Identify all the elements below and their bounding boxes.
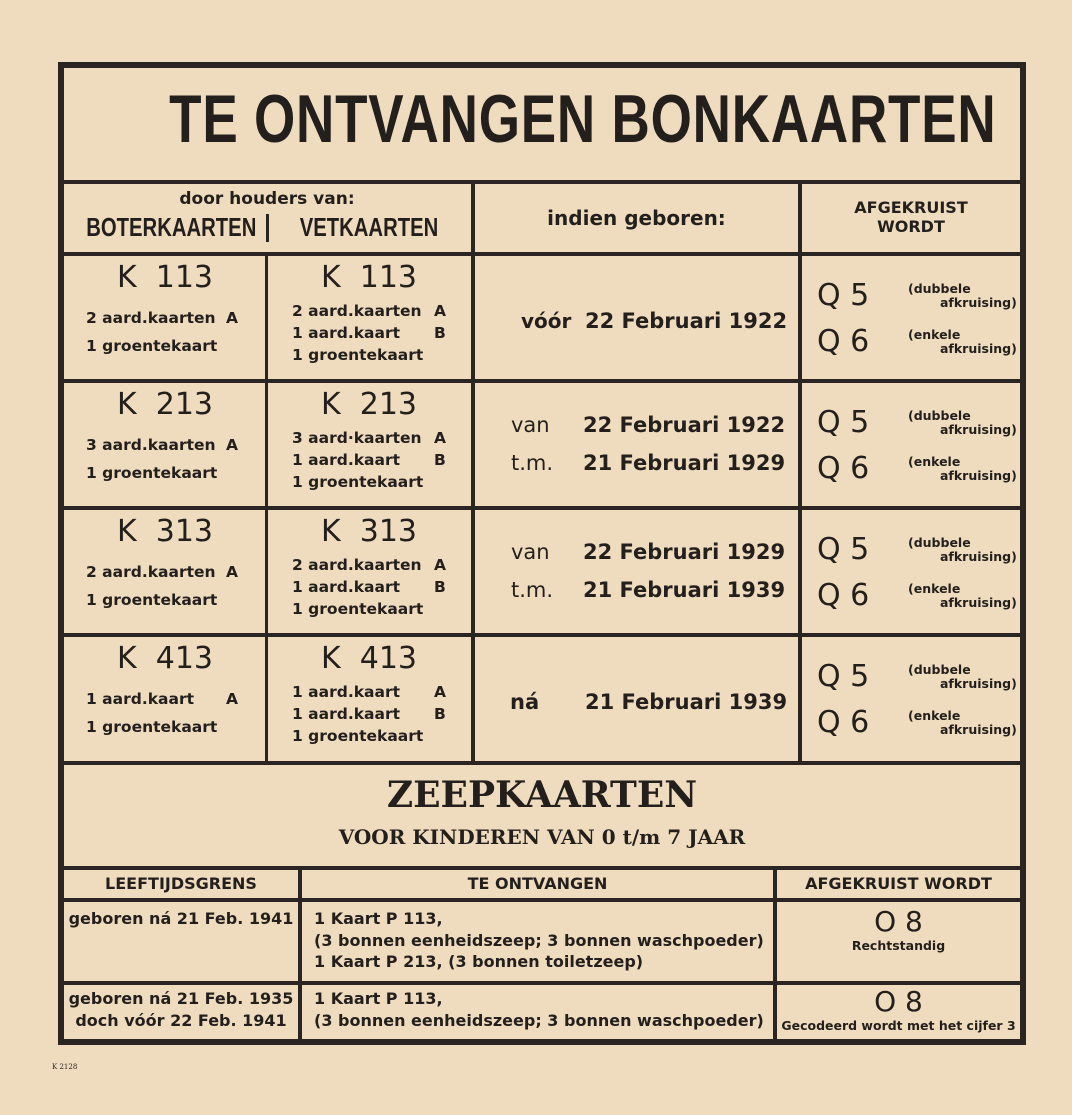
zeep-header-leeftijd xyxy=(64,874,298,893)
boter-line: 2 aard.kaarten xyxy=(86,309,216,327)
boter-line: 1 aard.kaart xyxy=(86,690,195,708)
born-date: 21 Februari 1939 xyxy=(585,690,788,714)
vet-letter: A xyxy=(434,302,446,320)
rule-title xyxy=(58,180,1026,184)
vet-code: K 313 xyxy=(320,514,417,549)
frame-bottom xyxy=(58,1039,1026,1045)
q-note-2: afkruising) xyxy=(940,595,1017,610)
born-date: 21 Februari 1929 xyxy=(583,451,786,475)
boter-letter: A xyxy=(226,436,238,454)
boterkaarten-text: BOTERKAARTEN xyxy=(86,212,257,242)
q-note-1: (dubbele xyxy=(908,408,971,423)
rule-zeep xyxy=(58,866,1026,870)
q-code: Q 6 xyxy=(817,705,870,740)
zeep-title-box xyxy=(64,774,1020,816)
q-note-2: afkruising) xyxy=(940,422,1017,437)
boter-code: K 113 xyxy=(116,260,213,295)
born-prefix: van xyxy=(511,540,550,564)
q-note-1: (enkele xyxy=(908,708,961,723)
vrule-left-col xyxy=(471,180,475,764)
indien-geboren-text: indien geboren: xyxy=(547,206,726,230)
vet-code: K 213 xyxy=(320,387,417,422)
rule-header xyxy=(58,252,1026,256)
vet-line: 2 aard.kaarten xyxy=(292,556,422,574)
vrule-right-col xyxy=(798,180,802,764)
boter-line: 2 aard.kaarten xyxy=(86,563,216,581)
vet-code: K 113 xyxy=(320,260,417,295)
q-code: Q 5 xyxy=(817,659,870,694)
zeep-title: ZEEPKAARTEN xyxy=(386,774,698,816)
boter-code: K 213 xyxy=(116,387,213,422)
q-note-2: afkruising) xyxy=(940,468,1017,483)
door-houders-text: door houders van: xyxy=(179,189,355,209)
afgekruist-line-2: WORDT xyxy=(877,217,945,236)
zeep-subtitle-box xyxy=(64,825,1020,849)
rule-row4 xyxy=(58,761,1026,765)
boter-code: K 313 xyxy=(116,514,213,549)
boter-line: 1 groentekaart xyxy=(86,591,218,609)
born-date: 21 Februari 1939 xyxy=(583,578,786,602)
zeep-row2-note: Gecodeerd wordt met het cijfer 3 xyxy=(781,1018,1016,1033)
vet-letter: A xyxy=(434,683,446,701)
zeep-header-afgekruist xyxy=(777,874,1020,893)
born-date: 22 Februari 1929 xyxy=(583,540,786,564)
q-code: Q 5 xyxy=(817,532,870,567)
boter-letter: A xyxy=(226,309,238,327)
born-prefix: vóór xyxy=(521,309,572,333)
ontvangen-header-text: TE ONTVANGEN xyxy=(467,874,608,893)
boterkaarten-header xyxy=(64,212,266,243)
q-note-1: (dubbele xyxy=(908,281,971,296)
born-prefix: t.m. xyxy=(511,578,554,602)
zeep-subtitle: VOOR KINDEREN VAN 0 t/m 7 JAAR xyxy=(338,825,746,849)
q-note-2: afkruising) xyxy=(940,676,1017,691)
vet-letter: B xyxy=(434,324,446,342)
q-code: Q 6 xyxy=(817,324,870,359)
q-note-1: (dubbele xyxy=(908,662,971,677)
zeep-header-ontvangen xyxy=(302,874,773,893)
q-code: Q 5 xyxy=(817,278,870,313)
zeep-row1-age-line: geboren ná 21 Feb. 1941 xyxy=(68,909,294,928)
vet-letter: B xyxy=(434,578,446,596)
zeep-row1-receive-line-1: 1 Kaart P 113, xyxy=(314,909,443,928)
zeep-row2-receive-line-1: 1 Kaart P 113, xyxy=(314,989,443,1008)
zeep-row2-code-cell xyxy=(777,986,1020,1033)
vet-letter: A xyxy=(434,556,446,574)
vet-line: 1 aard.kaart xyxy=(292,578,401,596)
title-box xyxy=(64,80,1020,176)
rule-row1 xyxy=(58,379,1026,383)
q-note-2: afkruising) xyxy=(940,722,1017,737)
vet-line: 1 groentekaart xyxy=(292,600,424,618)
q-note-1: (enkele xyxy=(908,454,961,469)
q-note-2: afkruising) xyxy=(940,341,1017,356)
vet-letter: B xyxy=(434,451,446,469)
boter-line: 1 groentekaart xyxy=(86,718,218,736)
vet-line: 1 groentekaart xyxy=(292,727,424,745)
vet-line: 1 groentekaart xyxy=(292,346,424,364)
zeep-row2-receive-line-2: (3 bonnen eenheidszeep; 3 bonnen waschpoeder) xyxy=(314,1010,764,1030)
born-date: 22 Februari 1922 xyxy=(583,413,786,437)
vet-line: 1 aard.kaart xyxy=(292,705,401,723)
vet-line: 1 aard.kaart xyxy=(292,451,401,469)
q-note-1: (enkele xyxy=(908,327,961,342)
born-prefix: van xyxy=(511,413,550,437)
zeep-row1-code: O 8 xyxy=(874,905,923,938)
vet-line: 1 aard.kaart xyxy=(292,683,401,701)
vet-line: 1 aard.kaart xyxy=(292,324,401,342)
leeftijd-header-text: LEEFTIJDSGRENS xyxy=(105,874,257,893)
zeep-row2-code: O 8 xyxy=(874,985,923,1018)
born-date: 22 Februari 1922 xyxy=(585,309,788,333)
born-prefix: ná xyxy=(510,690,540,714)
rule-row2 xyxy=(58,506,1026,510)
zeep-row2-age-line-2: doch vóór 22 Feb. 1941 xyxy=(75,1010,287,1030)
q-note-2: afkruising) xyxy=(940,295,1017,310)
indien-geboren-header xyxy=(475,206,798,230)
zeep-row2-receive xyxy=(314,988,769,1031)
born-prefix: t.m. xyxy=(511,451,554,475)
vet-letter: A xyxy=(434,429,446,447)
rule-row3 xyxy=(58,633,1026,637)
rule-zeep-header xyxy=(58,898,1026,902)
zeep-row1-note: Rechtstandig xyxy=(851,938,946,953)
afgekruist-header xyxy=(802,198,1020,236)
vet-letter: B xyxy=(434,705,446,723)
afgekruist-line-1: AFGEKRUIST xyxy=(854,198,968,217)
zeep-row1-code-cell xyxy=(777,906,1020,953)
q-code: Q 5 xyxy=(817,405,870,440)
q-code: Q 6 xyxy=(817,451,870,486)
boter-line: 1 groentekaart xyxy=(86,464,218,482)
boter-letter: A xyxy=(226,690,238,708)
page-title: TE ONTVANGEN BONKAARTEN xyxy=(169,81,997,157)
q-code: Q 6 xyxy=(817,578,870,613)
footer-code: K 2128 xyxy=(52,1063,78,1071)
zeep-row1-age xyxy=(64,908,298,930)
boter-code: K 413 xyxy=(116,641,213,676)
zeep-row2-age-line-1: geboren ná 21 Feb. 1935 xyxy=(68,989,294,1008)
boter-letter: A xyxy=(226,563,238,581)
q-note-1: (enkele xyxy=(908,581,961,596)
vetkaarten-text: VETKAARTEN xyxy=(299,212,439,242)
zeep-row1-receive-line-3: 1 Kaart P 213, (3 bonnen toiletzeep) xyxy=(314,952,644,971)
zeep-row1-receive xyxy=(314,908,769,973)
door-houders-label xyxy=(64,189,470,209)
vet-line: 2 aard.kaarten xyxy=(292,302,422,320)
q-note-1: (dubbele xyxy=(908,535,971,550)
q-note-2: afkruising) xyxy=(940,549,1017,564)
zeep-row1-receive-line-2: (3 bonnen eenheidszeep; 3 bonnen waschpoeder) xyxy=(314,930,764,950)
vrule-kaart-split xyxy=(265,254,268,764)
vet-code: K 413 xyxy=(320,641,417,676)
vet-line: 1 groentekaart xyxy=(292,473,424,491)
zeep-afgekruist-header-text: AFGEKRUIST WORDT xyxy=(805,874,992,893)
zeep-row2-age xyxy=(64,988,298,1031)
frame-top xyxy=(58,62,1026,68)
vetkaarten-header xyxy=(268,212,470,243)
boter-line: 1 groentekaart xyxy=(86,337,218,355)
vet-line: 3 aard·kaarten xyxy=(292,429,422,447)
boter-line: 3 aard.kaarten xyxy=(86,436,216,454)
